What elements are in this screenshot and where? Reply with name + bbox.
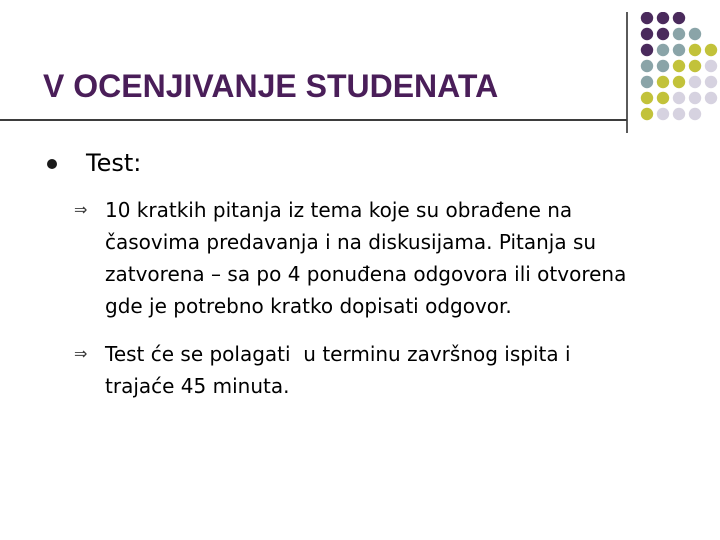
decorative-dot [673,76,685,88]
decorative-dot [705,44,717,56]
sub-bullet-text [105,338,670,402]
decorative-dot [657,92,669,104]
decorative-dot [689,108,701,120]
double-arrow-right-icon: ⇒ [74,344,88,363]
decorative-dot [657,44,669,56]
decorative-dot [673,108,685,120]
sub-bullet-line: trajaće 45 minuta. [105,374,290,398]
sub-bullet-line: časovima predavanja i na diskusijama. Pitanja su [105,230,597,254]
decorative-dot [673,60,685,72]
decorative-dot [641,108,653,120]
decorative-dot [689,28,701,40]
double-arrow-right-icon: ⇒ [74,200,88,219]
decorative-dot [673,12,685,24]
decorative-dot [641,12,653,24]
slide-title: V OCENJIVANJE STUDENATA [43,68,499,104]
decorative-dot [705,76,717,88]
decorative-dot [673,28,685,40]
decorative-dot [689,76,701,88]
sub-bullet-line: Test će se polagati u terminu završnog ispita i [105,342,571,366]
decorative-dot [641,28,653,40]
decorative-dot [705,60,717,72]
decorative-dot [641,60,653,72]
decorative-dot [705,92,717,104]
decorative-dot [657,60,669,72]
decorative-dot [689,44,701,56]
decorative-dot [657,76,669,88]
decorative-dot [657,108,669,120]
sub-bullet-text [105,194,670,322]
sub-bullet-line: zatvorena – sa po 4 ponuđena odgovora ili otvorena [105,262,627,286]
decorative-dot [689,92,701,104]
decorative-dot [641,92,653,104]
dot-grid-icon [640,12,720,122]
decorative-dot [641,76,653,88]
vertical-rule [626,12,628,133]
decorative-dot [641,44,653,56]
filled-circle-icon [47,159,57,169]
title-divider [0,119,627,121]
decorative-dot [689,60,701,72]
decorative-dot [673,92,685,104]
decorative-dot [673,44,685,56]
decorative-dot [657,28,669,40]
bullet-label: Test: [86,149,142,177]
sub-bullet-line: gde je potrebno kratko dopisati odgovor. [105,294,512,318]
sub-bullet-line: 10 kratkih pitanja iz tema koje su obrađene na [105,198,573,222]
decorative-dot [657,12,669,24]
